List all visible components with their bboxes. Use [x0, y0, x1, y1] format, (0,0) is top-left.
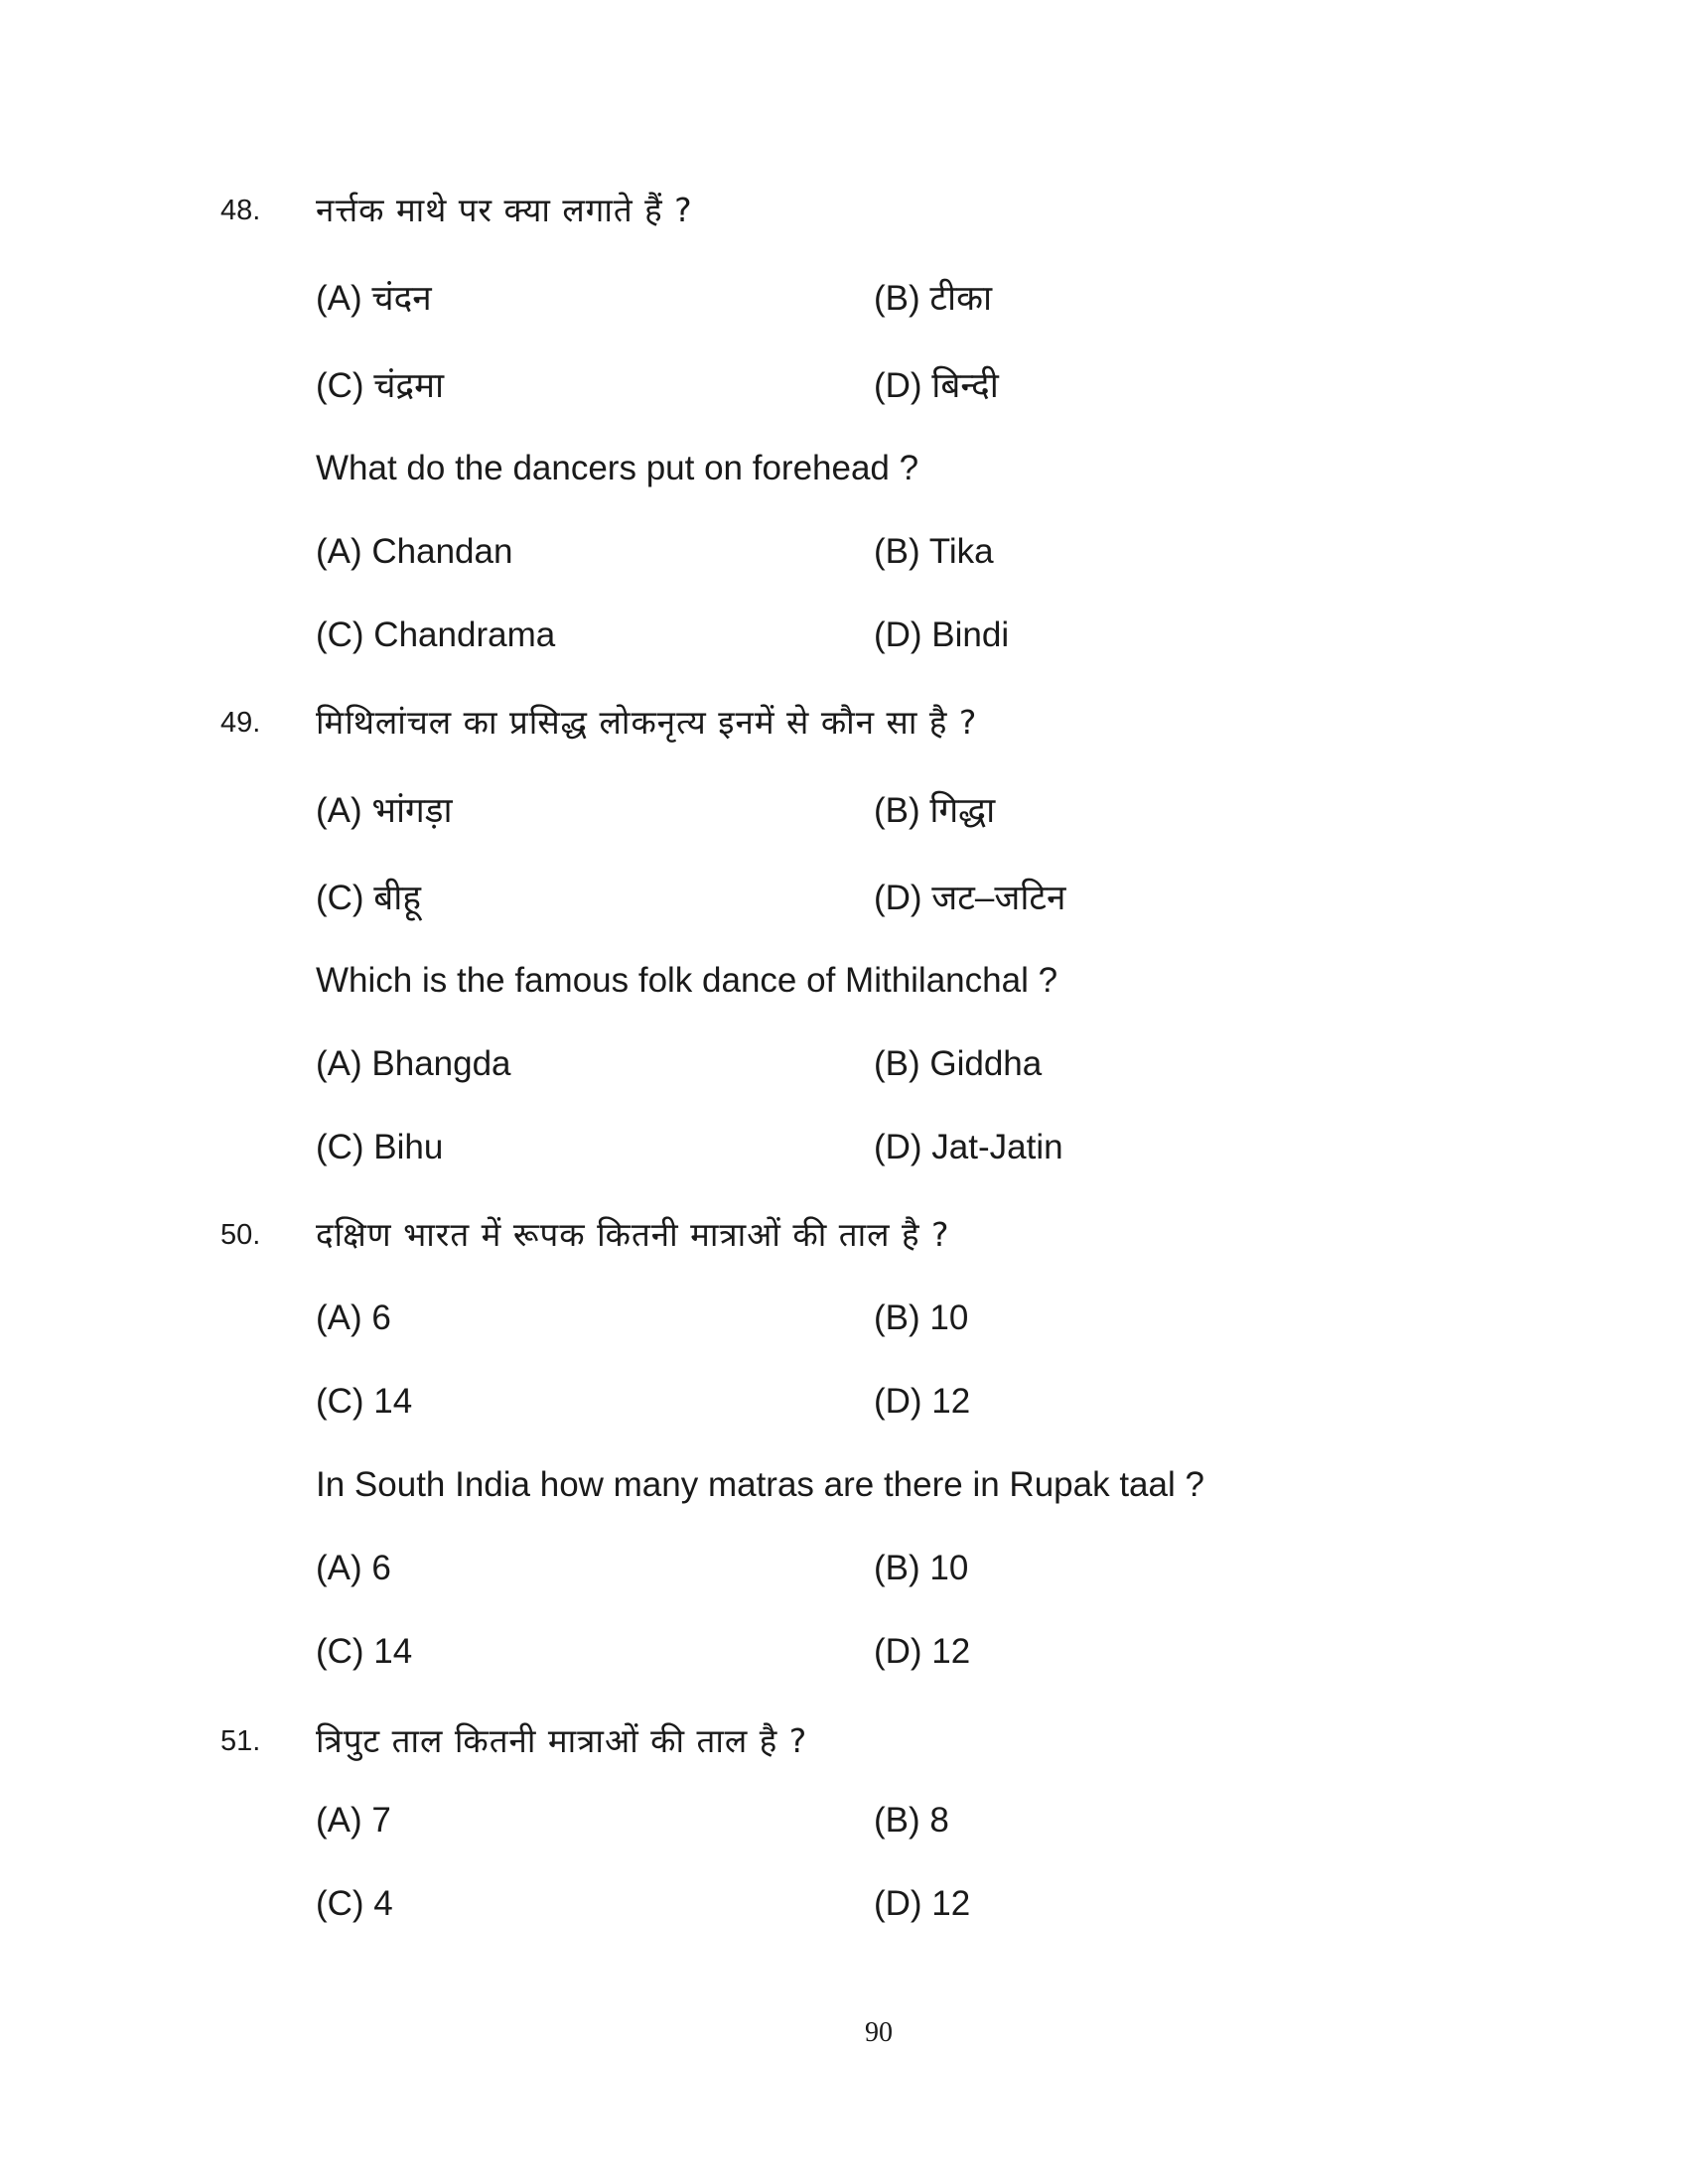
option-c-hindi: (C) बीहू [316, 879, 421, 917]
option-b-hindi: (B) टीका [874, 279, 993, 318]
question-text-english: Which is the famous folk dance of Mithilanchal ? [316, 961, 1058, 1000]
question-text-hindi: मिथिलांचल का प्रसिद्ध लोकनृत्य इनमें से कौन सा है ? [316, 703, 978, 742]
option-b-english: (B) Giddha [874, 1044, 1043, 1083]
option-c-hindi: (C) 4 [316, 1884, 393, 1923]
question-text-hindi: त्रिपुट ताल कितनी मात्राओं की ताल है ? [316, 1721, 808, 1760]
option-c-hindi: (C) 14 [316, 1382, 413, 1421]
question-text-english: What do the dancers put on forehead ? [316, 449, 919, 487]
option-c-english: (C) Bihu [316, 1128, 444, 1166]
question-text-hindi: दक्षिण भारत में रूपक कितनी मात्राओं की ताल है ? [316, 1215, 950, 1254]
option-a-english: (A) Bhangda [316, 1044, 511, 1083]
option-a-hindi: (A) चंदन [316, 279, 432, 318]
question-number: 51. [220, 1725, 261, 1757]
option-d-english: (D) Jat-Jatin [874, 1128, 1063, 1166]
option-b-hindi: (B) 10 [874, 1298, 969, 1337]
option-a-hindi: (A) 7 [316, 1801, 391, 1840]
option-a-english: (A) Chandan [316, 532, 513, 571]
option-d-hindi: (D) 12 [874, 1884, 971, 1923]
option-c-english: (C) 14 [316, 1632, 413, 1671]
option-d-english: (D) Bindi [874, 615, 1010, 654]
option-a-hindi: (A) भांगड़ा [316, 791, 453, 830]
option-b-english: (B) Tika [874, 532, 994, 571]
question-text-english: In South India how many matras are there in Rupak taal ? [316, 1465, 1204, 1504]
option-b-hindi: (B) 8 [874, 1801, 949, 1840]
question-number: 48. [220, 195, 261, 226]
option-c-english: (C) Chandrama [316, 615, 556, 654]
option-d-hindi: (D) जट–जटिन [874, 879, 1066, 917]
question-number: 49. [220, 707, 261, 739]
option-d-english: (D) 12 [874, 1632, 971, 1671]
option-b-hindi: (B) गिद्धा [874, 791, 996, 830]
option-c-hindi: (C) चंद्रमा [316, 366, 445, 405]
option-d-hindi: (D) बिन्दी [874, 366, 999, 405]
option-b-english: (B) 10 [874, 1549, 969, 1587]
option-a-english: (A) 6 [316, 1549, 391, 1587]
question-number: 50. [220, 1219, 261, 1251]
page-number: 90 [865, 2017, 893, 2048]
option-a-hindi: (A) 6 [316, 1298, 391, 1337]
question-text-hindi: नर्त्तक माथे पर क्या लगाते हैं ? [316, 191, 693, 229]
option-d-hindi: (D) 12 [874, 1382, 971, 1421]
